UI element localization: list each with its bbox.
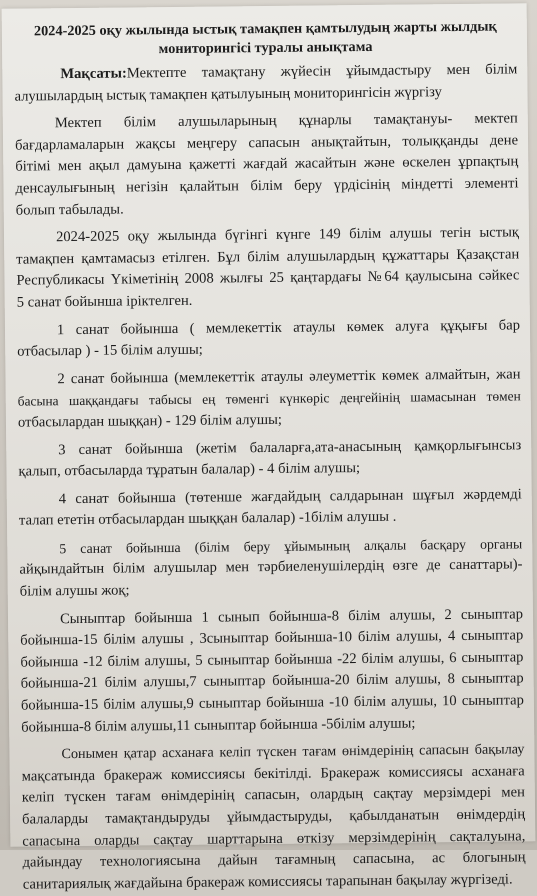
intro-line: болып табылады.	[15, 201, 124, 219]
grades-line: бойынша-21 білім алушы,7 сыныптар бойынша-20 білім алушы, 8 сыныптар	[20, 670, 524, 693]
title-line-1: 2024-2025 оқу жылында ыстық тамақпен қамтылудың жарты жылдық	[33, 18, 497, 40]
commission-line: балаларды тамақтандыруды ұйымдастыруды, қабылданатын өнімдердің	[22, 806, 526, 828]
category-3-line: қалып, отбасыларда тұратын балалар) - 4 білім алушы;	[18, 460, 361, 480]
intro-line: бітімі мен ақыл дамуына қажетті жағдай жасайтын және өскелен ұрпақтың	[15, 153, 519, 176]
category-5-line: білім алушы жоқ;	[19, 582, 130, 600]
category-2-paragraph	[17, 364, 521, 434]
commission-paragraph	[21, 740, 526, 896]
commission-line: сапасына оларды сақтау шарттарына өткізу мерзімдерінің сақталуына,	[22, 827, 526, 850]
category-5-paragraph	[19, 533, 523, 603]
category-4-line: 4 санат бойынша (төтенше жағдайдың салдарынан шұғыл жәрдемді	[58, 486, 522, 507]
category-1-line: отбасылар ) - 15 білім алушы;	[17, 341, 203, 360]
grades-line: бойынша-8 білім алушы,11 сыныптар бойынша -5білім алушы;	[21, 715, 416, 736]
category-1-paragraph	[17, 315, 520, 363]
commission-line: келіп түскен тағам өнімдерінің сапасын, олардың сақтау мерзімдері мен	[21, 784, 525, 807]
grades-line: бойынша -12 білім алушы, 5 сыныптар бойынша -22 білім алушы, 6 сыныптар	[20, 649, 524, 671]
intro-line: Мектеп білім алушыларының құнарлы тамақтануы- мектеп	[54, 110, 518, 132]
document-title	[14, 17, 517, 60]
category-5-line: айқындайтын білім алушылар мен тәрбиеленушілердің өзге де санаттары)-	[19, 556, 523, 579]
title-line-2: мониторингісі туралы анықтама	[158, 38, 373, 58]
grades-line: бойынша-15 білім алушы , 3сыныптар бойынша-10 білім алушы, 4 сыныптар	[20, 627, 524, 649]
category-1-line: 1 санат бойынша ( мемлекеттік атаулы көмек алуға құқығы бар	[56, 316, 521, 338]
commission-line: санитариялық жағдайына бракераж комиссиясы тарапынан бақылау жүргізеді.	[22, 871, 513, 893]
commission-line: мақсатында бракераж комиссиясы бекітілді. Бракераж комиссиясы асханаға	[21, 763, 525, 785]
intro-line: бағдарламаларын жақсы меңгеру сапасын анықтайтын, толыққанды дене	[14, 132, 519, 154]
goal-paragraph	[14, 59, 517, 107]
intro-line: денсаулығының негізін қалайтын білім беру үрдісінің міндетті элементі	[15, 175, 519, 197]
category-2-line: басына шаққандағы табысы ең төменгі күнкөріс деңгейінің шамасынан төмен	[17, 388, 521, 409]
commission-line: дайындау технологиясына дайын тағамның сапасына, ас блогының	[22, 849, 526, 871]
intro-paragraph	[15, 109, 519, 222]
category-2-line: отбасылардан шыққан) - 129 білім алушы;	[17, 411, 282, 431]
grades-line: Сыныптар бойынша 1 сынып бойынша-8 білім алушы, 2 сыныптар	[59, 606, 524, 627]
category-5-line: 5 санат бойынша (білім беру ұйымының алқалы басқару органы	[59, 536, 523, 557]
goal-line-2: алушылардың ыстық тамақпен қатылуының мониторингісін жүргізу	[14, 83, 442, 105]
stats-paragraph	[16, 223, 520, 315]
document-page	[2, 3, 536, 893]
category-3-paragraph	[18, 435, 521, 483]
stats-line: 2024-2025 оқу жылында бүгінгі күнге 149 білім алушы тегін ыстық	[55, 224, 520, 246]
goal-text-1: Мектепте тамақтану жүйесін ұйымдастыру мен білім	[126, 61, 518, 82]
goal-label: Мақсаты:	[60, 65, 127, 83]
grades-paragraph	[20, 604, 524, 739]
category-3-line: 3 санат бойынша (жетім балаларға,ата-анасының қамқорлығынсыз	[58, 436, 522, 458]
stats-line: 5 санат бойынша іріктелген.	[16, 292, 193, 311]
stats-line: Республикасы Үкіметінің 2008 жылғы 25 қаңтардағы №64 қаулысына сәйкес	[16, 267, 520, 289]
grades-line: бойынша-15 білім алушы,9 сыныптар бойынша -10 білім алушы, 10 сыныптар	[20, 692, 524, 714]
stats-line: тамақпен қамтамасыз етілген. Бұл білім алушылардың құжаттары Қазақстан	[16, 246, 520, 268]
commission-line: Сонымен қатар асханаға келіп түскен тағам өнімдерінің сапасын бақылау	[61, 741, 525, 763]
category-4-paragraph	[19, 484, 522, 532]
category-2-line: 2 санат бойынша (мемлекеттік атаулы әлеуметтік көмек алмайтын, жан	[57, 366, 521, 387]
category-4-line: талап ететін отбасылардан шыққан балалар) -1білім алушы .	[18, 508, 397, 529]
